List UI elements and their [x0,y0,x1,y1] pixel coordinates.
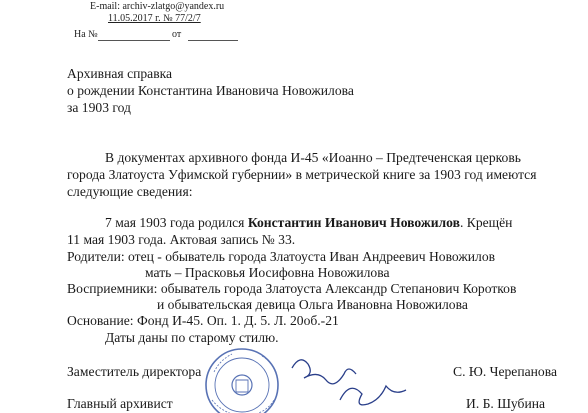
baptism-label: . Крещён [459,215,513,230]
person-name: Константин Иванович Новожилов [247,215,460,230]
paragraph-line: В документах архивного фонда И-45 «Иоанно – Предтеченская церковь [105,150,521,165]
doc-year: за 1903 год [67,100,131,115]
doc-subtitle: о рождении Константина Ивановича Новожилова [67,83,354,98]
email-line: E-mail: archiv-zlatgo@yandex.ru [90,1,225,12]
godparents-second-line: и обывательская девица Ольга Ивановна Новожилова [157,297,468,312]
archivist-title: Главный архивист [67,396,173,411]
parents-line: Родители: отец - обыватель города Златоуста Иван Андреевич Новожилов [67,249,496,264]
birth-date-text: 7 мая 1903 года родился [105,215,248,230]
basis-line: Основание: Фонд И-45. Оп. 1. Д. 5. Л. 20об.-21 [67,313,339,328]
paragraph-line: следующие сведения: [67,184,193,199]
baptism-line: 11 мая 1903 года. Актовая запись № 33. [67,232,296,247]
parents-mother-line: мать – Прасковья Иосифовна Новожилова [145,265,390,280]
signature-scribble [292,360,356,384]
ref-date-label: от [172,29,182,40]
archivist-name: И. Б. Шубина [466,396,546,411]
seal-stamp [206,349,278,413]
date-number-line: 11.05.2017 г. № 77/2/7 [108,13,201,24]
paragraph-line: города Златоуста Уфимской губернии» в метрической книге за 1903 год имеются [67,167,537,182]
old-style-note: Даты даны по старому стилю. [105,330,279,345]
signature-scribble [340,386,406,405]
deputy-name: С. Ю. Черепанова [453,364,557,379]
doc-title: Архивная справка [67,66,173,81]
godparents-line: Восприемники: обыватель города Златоуста Александр Степанович Коротков [67,281,517,296]
deputy-title: Заместитель директора [67,364,202,379]
ref-number-label: На № [74,29,98,40]
